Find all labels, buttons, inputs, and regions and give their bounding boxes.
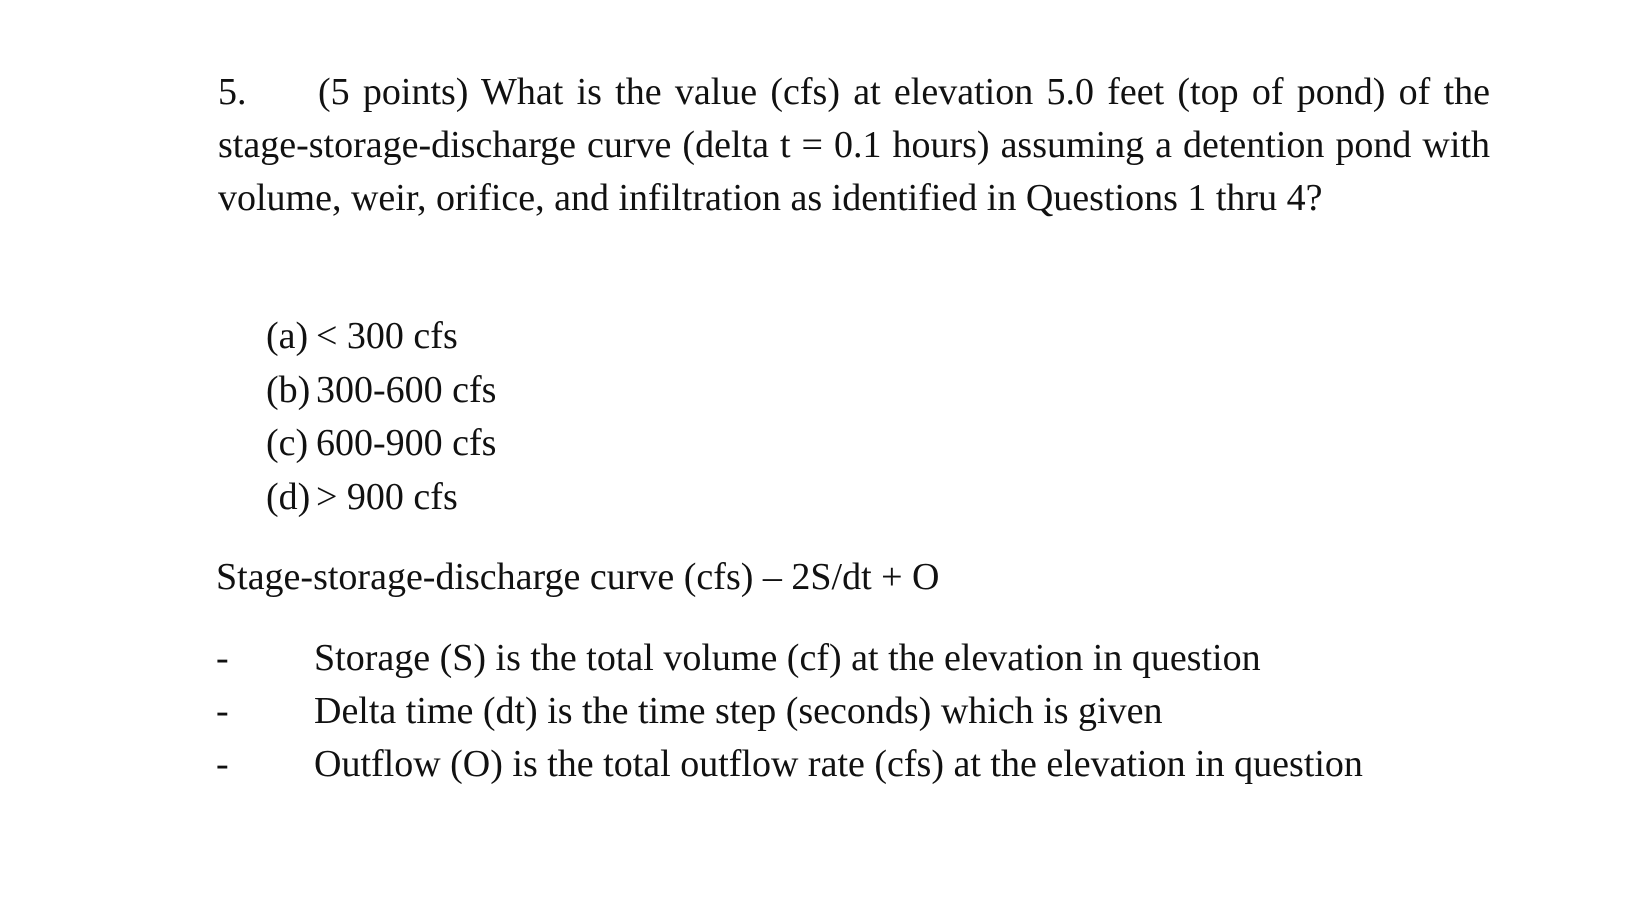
dash-marker: - (216, 743, 229, 785)
choice-d (266, 471, 496, 525)
question-5 (218, 66, 1490, 225)
choice-text: 300-600 cfs (316, 368, 497, 411)
definition-list (216, 632, 1363, 791)
choice-c (266, 417, 496, 471)
definition-item-delta-time (216, 685, 1363, 738)
definition-item-outflow (216, 738, 1363, 791)
definition-text: Outflow (O) is the total outflow rate (cfs) at the elevation in question (314, 743, 1363, 785)
question-text: (5 points) What is the value (cfs) at elevation 5.0 feet (top of pond) of the stage-storage-discharge curve (delta t = 0.1 hours) assuming a detention pond with volume, weir, orifice, and infiltration as identified in Questions 1 thru 4? (218, 71, 1490, 219)
choice-text: > 900 cfs (316, 475, 458, 518)
choice-a (266, 310, 496, 364)
dash-marker: - (216, 690, 229, 732)
definition-text: Delta time (dt) is the time step (seconds) which is given (314, 690, 1163, 732)
choice-text: 600-900 cfs (316, 422, 497, 464)
choice-letter: (c) (266, 422, 309, 464)
choice-letter: (a) (266, 315, 309, 357)
choice-text: < 300 cfs (316, 315, 458, 357)
answer-choices (266, 310, 496, 524)
definition-text: Storage (S) is the total volume (cf) at the elevation in question (314, 637, 1261, 679)
dash-marker: - (216, 637, 229, 679)
question-number: 5. (218, 71, 247, 113)
formula-line: Stage-storage-discharge curve (cfs) – 2S/dt + O (216, 556, 940, 598)
choice-letter: (b) (266, 368, 311, 411)
choice-letter: (d) (266, 475, 311, 518)
definition-item-storage (216, 632, 1363, 685)
choice-b (266, 364, 496, 418)
